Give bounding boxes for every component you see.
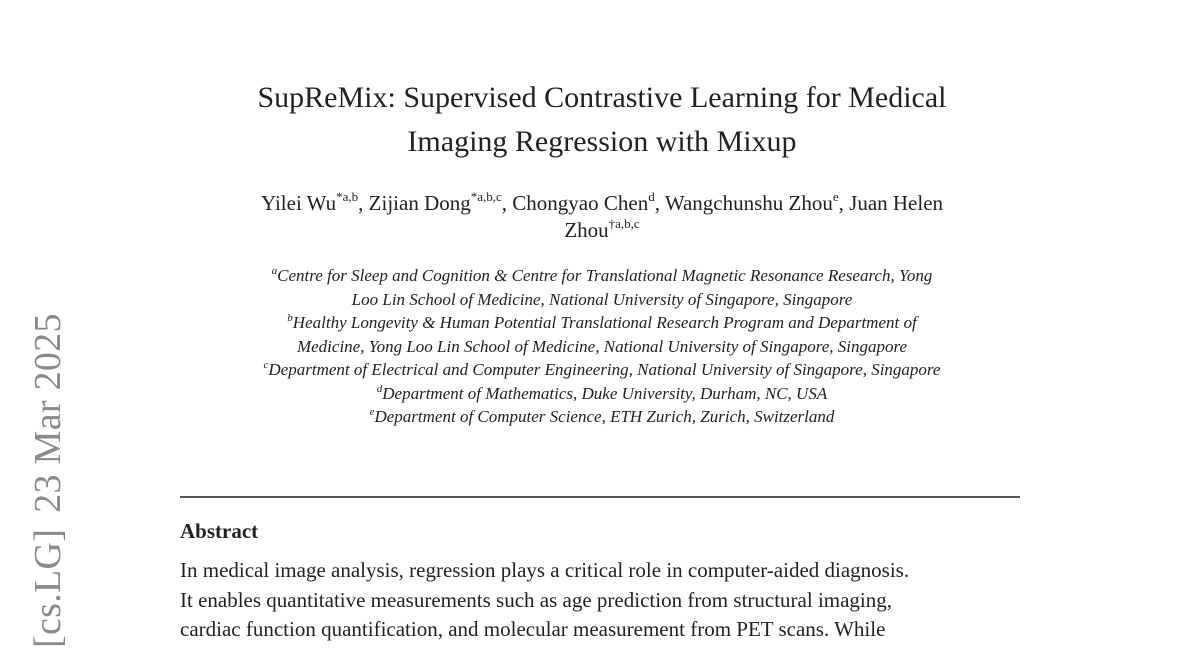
affiliation-text: Department of Computer Science, ETH Zurich, Zurich, Switzerland <box>374 407 835 426</box>
author-separator: , <box>838 191 850 215</box>
author-name: Juan Helen <box>849 191 944 215</box>
author-affiliation-marker: *a,b,c <box>470 189 502 204</box>
author-affiliation-marker: †a,b,c <box>608 216 640 231</box>
author-line <box>180 190 1024 217</box>
arxiv-stamp <box>23 304 73 648</box>
affiliation-line <box>180 311 1024 335</box>
arxiv-date: 23 Mar 2025 <box>27 313 69 513</box>
author-affiliation-marker: *a,b <box>336 189 359 204</box>
author-separator: , <box>358 191 369 215</box>
author-list <box>180 190 1024 244</box>
author-name: Zijian Dong <box>368 191 471 215</box>
affiliation-label: d <box>376 382 383 395</box>
affiliation-text: Department of Electrical and Computer Engineering, National University of Singapore, Singapore <box>268 360 941 379</box>
abstract-heading: Abstract <box>180 519 259 543</box>
author-separator: , <box>501 191 513 215</box>
author-affiliation-marker: d <box>648 189 655 204</box>
arxiv-category: [cs.LG] <box>27 528 69 648</box>
abstract-body <box>180 556 1024 645</box>
author-line <box>180 217 1024 244</box>
affiliation-label: e <box>369 406 375 418</box>
affiliation-line <box>180 405 1024 429</box>
affiliation-text: Medicine, Yong Loo Lin School of Medicine, National University of Singapore, Singapore <box>296 336 908 356</box>
title-line: SupReMix: Supervised Contrastive Learning for Medical <box>257 81 947 114</box>
paper-title <box>180 76 1024 164</box>
affiliation-line <box>180 358 1024 382</box>
abstract-line: cardiac function quantification, and molecular measurement from PET scans. While <box>180 617 886 641</box>
author-name: Chongyao Chen <box>512 191 649 215</box>
affiliation-line <box>180 382 1024 406</box>
affiliation-text: Loo Lin School of Medicine, National University of Singapore, Singapore <box>351 289 853 309</box>
author-name: Wangchunshu Zhou <box>664 191 833 215</box>
affiliation-text: Department of Mathematics, Duke University, Durham, NC, USA <box>382 383 828 403</box>
affiliation-text: Centre for Sleep and Cognition & Centre for Translational Magnetic Resonance Research, Yong <box>277 266 933 285</box>
section-divider <box>180 496 1020 498</box>
affiliation-line <box>180 335 1024 359</box>
affiliation-label: b <box>287 312 293 324</box>
author-name: Yilei Wu <box>260 191 337 215</box>
affiliation-label: c <box>263 359 269 371</box>
affiliation-text: Healthy Longevity & Human Potential Translational Research Program and Department of <box>292 313 917 332</box>
abstract-line: It enables quantitative measurements such as age prediction from structural imaging, <box>180 587 893 612</box>
affiliation-list <box>180 264 1024 429</box>
affiliation-label: a <box>271 265 278 277</box>
author-name: Zhou <box>564 218 609 242</box>
author-affiliation-marker: e <box>832 189 839 204</box>
title-line: Imaging Regression with Mixup <box>407 125 797 158</box>
author-separator: , <box>654 191 665 215</box>
affiliation-line <box>180 288 1024 312</box>
affiliation-line <box>180 264 1024 288</box>
abstract-line: In medical image analysis, regression plays a critical role in computer-aided diagnosis. <box>180 558 910 582</box>
